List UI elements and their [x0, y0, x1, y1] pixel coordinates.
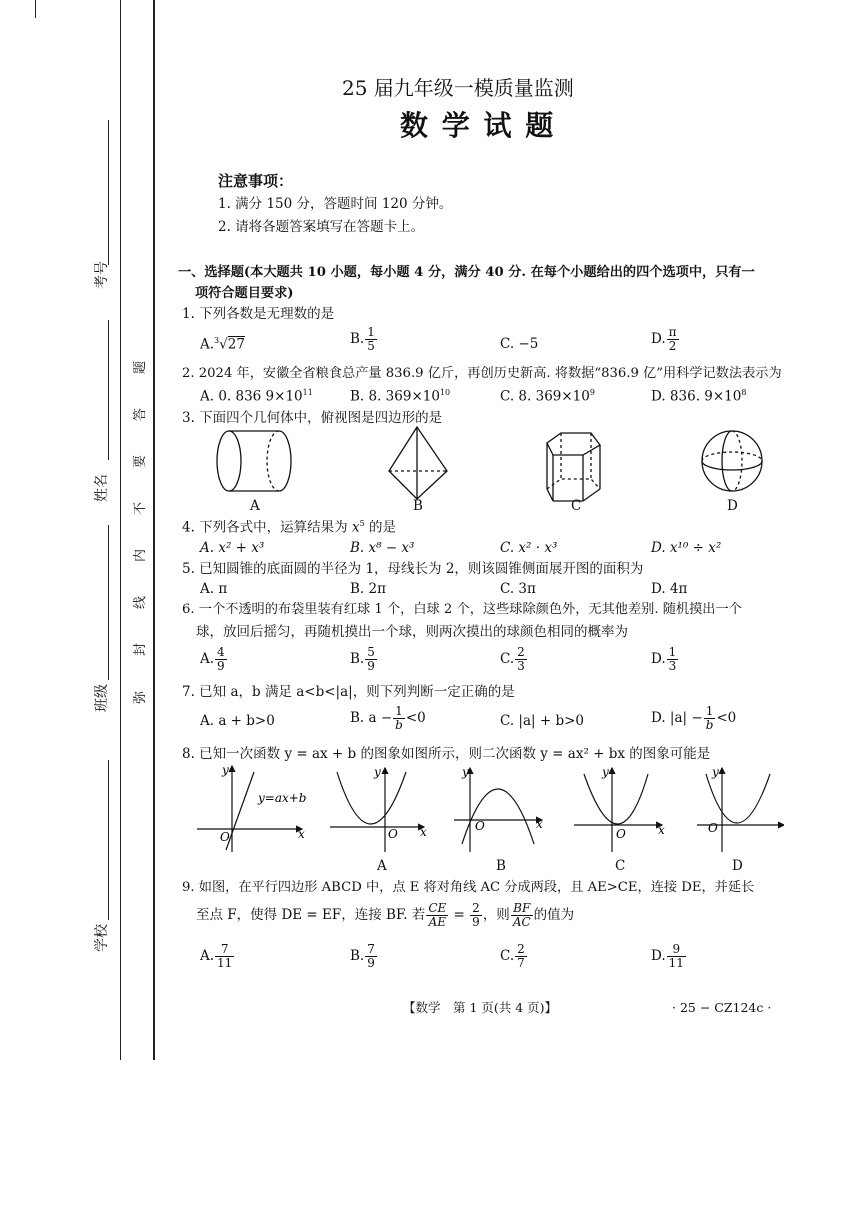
q7-option-c: C. |a| + b>0: [500, 713, 585, 729]
q8-b-origin: O: [475, 819, 485, 833]
q9-option-d: D. $\frac{9}{11}$: [651, 942, 684, 971]
q8-label-c: C: [615, 858, 626, 874]
q8-label-d: D: [732, 858, 743, 874]
exam-subject: 数 学 试 题: [400, 109, 556, 142]
q2-option-c: C. 8. $369\times 10^9$: [500, 388, 595, 405]
q1-option-b: B. $\frac{1}{5}$: [350, 325, 375, 354]
q9-stem-1: 9. 如图，在平行四边形 ABCD 中，点 E 将对角线 AC 分成两段，且 AE>CE，连接 DE，并延长: [182, 880, 755, 895]
q8-graphs: [192, 764, 784, 854]
label-class: 班级: [94, 684, 110, 712]
q9-option-a: A. $\frac{7}{11}$: [200, 942, 233, 971]
q6-stem-1: 6. 一个不透明的布袋里装有红球 1 个，白球 2 个，这些球除颜色外，无其他差别. 随机摸出一个: [182, 602, 742, 617]
q8-linear-label: y=ax+b: [258, 791, 307, 805]
q3-stem: 3. 下面四个几何体中，俯视图是四边形的是: [182, 410, 443, 426]
notes-item-2: 2. 请将各题答案填写在答题卡上。: [218, 219, 425, 235]
q3-label-a: A: [250, 498, 260, 514]
q3-figures: [195, 425, 785, 517]
q8-label-b: B: [496, 858, 506, 874]
q8-c-axis-y: y: [602, 765, 609, 779]
q8-label-a: A: [377, 858, 387, 874]
q3-prism-figure: [547, 433, 600, 501]
q1-option-d: D. $\frac{\pi}{2}$: [651, 325, 677, 354]
seal-char-7: 封: [133, 642, 149, 657]
q8-stem: 8. 已知一次函数 y = ax + b 的图象如图所示，则二次函数 y = ax² + bx 的图象可能是: [182, 746, 711, 762]
q7-option-b: B. a − $\frac{1}{b}$ <0: [350, 704, 426, 733]
q7-option-a: A. a + b>0: [200, 713, 275, 729]
blank-line-class: [108, 525, 109, 680]
q6-option-a: A. $\frac{4}{9}$: [200, 645, 225, 674]
q3-label-c: C: [571, 498, 582, 514]
section1-heading-1: 一、选择题(本大题共 10 小题，每小题 4 分，满分 40 分. 在每个小题给出的四个选项中，只有一: [178, 265, 755, 280]
footer-page-info: 【数学 第 1 页(共 4 页)】: [403, 1000, 558, 1015]
blank-line-school: [108, 760, 109, 920]
q8-c-axis-x: x: [658, 823, 665, 837]
q3-pyramid-figure: [389, 427, 447, 499]
q8-d-axis-y: y: [712, 765, 719, 779]
q2-option-b: B. 8. $369\times 10^{10}$: [350, 388, 451, 405]
q8-a-axis-y: y: [374, 765, 381, 779]
q2-option-d: D. 836. $9\times 10^8$: [651, 388, 747, 405]
q5-option-a: A. π: [200, 581, 228, 597]
q8-b-axis-y: y: [462, 765, 469, 779]
q6-stem-2: 球，放回后摇匀，再随机摸出一个球，则两次摸出的球颜色相同的概率为: [196, 624, 628, 640]
notes-heading: 注意事项：: [218, 172, 294, 190]
seal-char-1: 题: [133, 360, 149, 375]
q8-c-origin: O: [616, 827, 626, 841]
q8-a-axis-x: x: [420, 825, 427, 839]
seal-char-6: 线: [133, 595, 149, 610]
q3-label-d: D: [727, 498, 738, 514]
q8-graph-a: [330, 768, 424, 852]
q9-stem-2: 至点 F，使得 DE = EF，连接 BF. 若 $\frac{CE}{AE}$ = $\frac{2}{9}$ ，则 $\frac{BF}{AC}$ 的值为: [196, 901, 575, 930]
blank-line-name: [108, 320, 109, 460]
q5-option-b: B. 2π: [350, 581, 386, 597]
label-kaohao: 考号: [94, 261, 110, 289]
q3-sphere-figure: [702, 431, 762, 491]
footer-code: · 25 − CZ124c ·: [672, 1000, 772, 1015]
q4-stem: 4. 下列各式中，运算结果为 $x^5$ 的是: [182, 519, 396, 536]
q1-option-a: A.$^3$√27: [200, 336, 245, 353]
q5-stem: 5. 已知圆锥的底面圆的半径为 1，母线长为 2，则该圆锥侧面展开图的面积为: [182, 561, 644, 577]
q2-stem: 2. 2024 年，安徽全省粮食总产量 836.9 亿斤，再创历史新高. 将数据“836.9 亿”用科学记数法表示为: [182, 366, 782, 381]
label-name: 姓名: [94, 474, 110, 502]
q8-graph-b: [454, 768, 542, 852]
exam-title: 25 届九年级一模质量监测: [342, 76, 574, 100]
q2-option-a: A. 0. 836 $9\times 10^{11}$: [200, 388, 313, 405]
seal-char-5: 内: [133, 548, 149, 563]
q8-graph-d: [697, 768, 784, 852]
q8-b-axis-x: x: [536, 817, 543, 831]
q3-label-b: B: [413, 498, 423, 514]
q8-d-origin: O: [708, 821, 718, 835]
q4-option-a: A. x² + x³: [200, 540, 265, 556]
q4-option-c: C. x² · x³: [500, 540, 558, 556]
q3-cylinder-figure: [217, 431, 291, 491]
q8-linear-origin: O: [220, 830, 230, 844]
q8-linear-axis-x: x: [298, 827, 305, 841]
q8-a-origin: O: [388, 827, 398, 841]
binding-line-outer: [120, 0, 121, 1060]
q4-option-d: D. x¹⁰ ÷ x²: [651, 540, 722, 556]
q5-option-c: C. 3π: [500, 581, 536, 597]
q6-option-d: D. $\frac{1}{3}$: [651, 645, 677, 674]
q1-stem: 1. 下列各数是无理数的是: [182, 306, 335, 322]
seal-char-3: 要: [133, 454, 149, 469]
q8-linear-axis-y: y: [222, 764, 229, 777]
q5-option-d: D. 4π: [651, 581, 688, 597]
section1-heading-2: 项符合题目要求): [195, 286, 294, 301]
q7-stem: 7. 已知 a，b 满足 a<b<|a|，则下列判断一定正确的是: [182, 684, 515, 700]
q9-option-b: B. $\frac{7}{9}$: [350, 942, 375, 971]
binding-line-inner: [153, 0, 155, 1060]
blank-line-kaohao: [108, 120, 109, 265]
seal-char-2: 答: [133, 407, 149, 422]
seal-char-4: 不: [133, 501, 149, 516]
q9-option-c: C. $\frac{2}{7}$: [500, 942, 525, 971]
q6-option-b: B. $\frac{5}{9}$: [350, 645, 375, 674]
page-corner-mark: [35, 0, 36, 18]
seal-char-8: 弥: [133, 690, 149, 705]
q6-option-c: C. $\frac{2}{3}$: [500, 645, 525, 674]
q1-option-c: C. −5: [500, 336, 539, 352]
notes-item-1: 1. 满分 150 分，答题时间 120 分钟。: [218, 196, 453, 212]
q8-linear-graph: [197, 766, 302, 852]
label-school: 学校: [94, 924, 110, 952]
q4-option-b: B. x⁸ − x³: [350, 540, 415, 556]
q7-option-d: D. |a| − $\frac{1}{b}$ <0: [651, 704, 737, 733]
